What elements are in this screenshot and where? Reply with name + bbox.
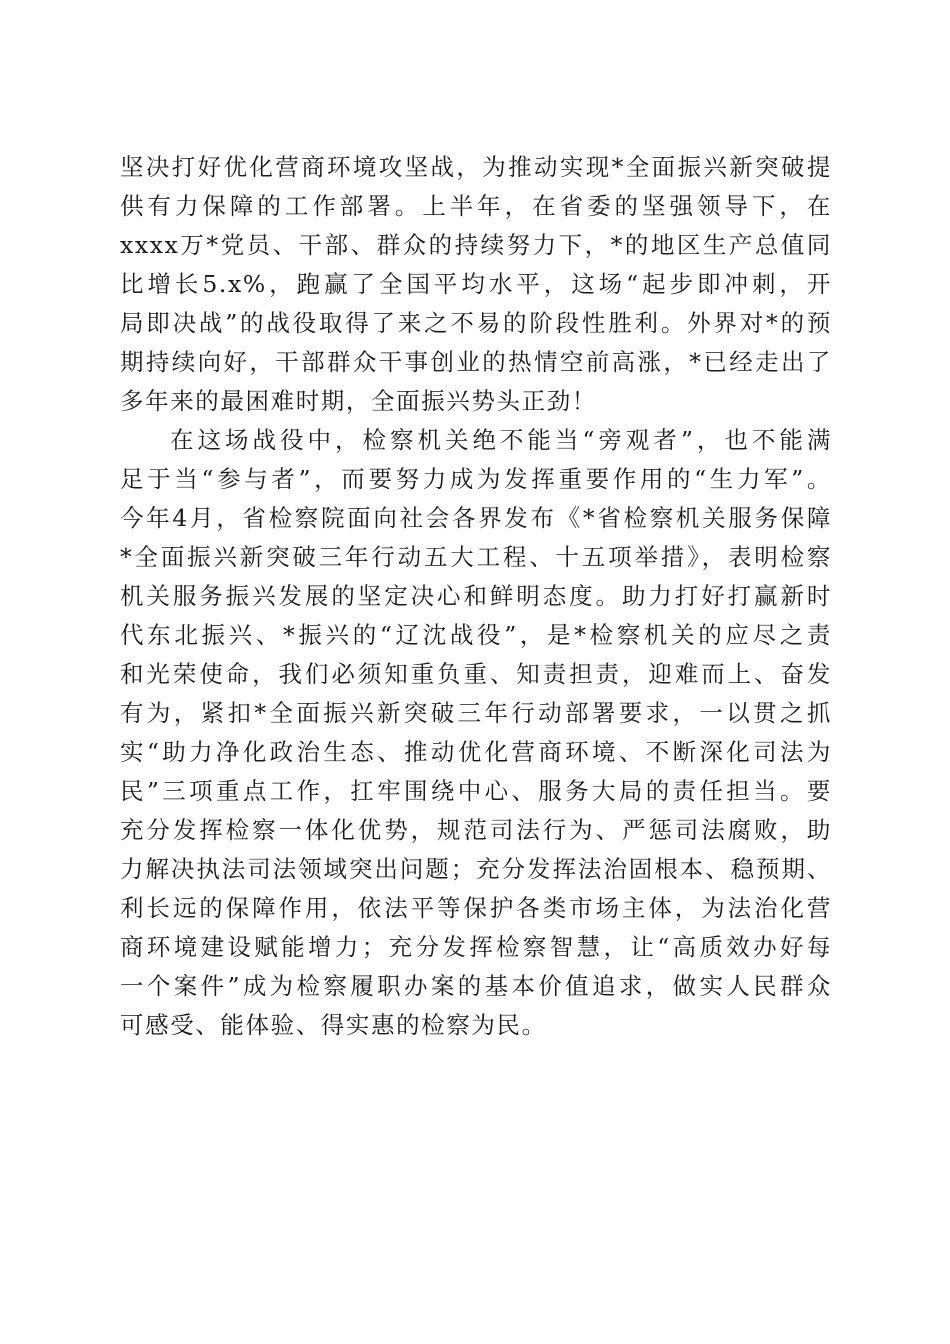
text-line: 可感受、能体验、得实惠的检察为民。 bbox=[120, 1011, 547, 1039]
text-line: 供有力保障的工作部署。上半年，在省委的坚强领导下，在 bbox=[120, 192, 832, 220]
text-line: 足于当“参与者”，而要努力成为发挥重要作用的“生力军”。 bbox=[120, 465, 832, 493]
text-line: 充分发挥检察一体化优势，规范司法行为、严惩司法腐败，助 bbox=[120, 816, 832, 844]
text-line: 今年4月，省检察院面向社会各界发布《*省检察机关服务保障 bbox=[120, 504, 832, 532]
text-line: 商环境建设赋能增力；充分发挥检察智慧，让“高质效办好每 bbox=[120, 933, 832, 961]
text-line: *全面振兴新突破三年行动五大工程、十五项举措》，表明检察 bbox=[120, 543, 832, 571]
paragraph-2 bbox=[120, 421, 832, 1045]
text-line: 机关服务振兴发展的坚定决心和鲜明态度。助力打好打赢新时 bbox=[120, 582, 832, 610]
text-line: 有为，紧扣*全面振兴新突破三年行动部署要求，一以贯之抓 bbox=[120, 699, 832, 727]
text-line: 代东北振兴、*振兴的“辽沈战役”，是*检察机关的应尽之责 bbox=[120, 621, 832, 649]
text-line: 期持续向好，干部群众干事创业的热情空前高涨，*已经走出了 bbox=[120, 348, 832, 376]
text-line: 民”三项重点工作，扛牢围绕中心、服务大局的责任担当。要 bbox=[120, 777, 832, 805]
text-line: xxxx万*党员、干部、群众的持续努力下，*的地区生产总值同 bbox=[120, 231, 832, 259]
text-line: 比增长5.x%，跑赢了全国平均水平，这场“起步即冲刺，开 bbox=[120, 270, 832, 298]
text-line: 一个案件”成为检察履职办案的基本价值追求，做实人民群众 bbox=[120, 972, 832, 1000]
text-line: 和光荣使命，我们必须知重负重、知责担责，迎难而上、奋发 bbox=[120, 660, 832, 688]
text-line: 坚决打好优化营商环境攻坚战，为推动实现*全面振兴新突破提 bbox=[120, 153, 832, 181]
text-line: 实“助力净化政治生态、推动优化营商环境、不断深化司法为 bbox=[120, 738, 832, 766]
document-body bbox=[120, 148, 832, 1045]
text-line: 多年来的最困难时期，全面振兴势头正劲！ bbox=[120, 387, 597, 415]
text-line: 局即决战”的战役取得了来之不易的阶段性胜利。外界对*的预 bbox=[120, 309, 832, 337]
paragraph-1 bbox=[120, 148, 832, 421]
text-line: 利长远的保障作用，依法平等保护各类市场主体，为法治化营 bbox=[120, 894, 832, 922]
text-line: 在这场战役中，检察机关绝不能当“旁观者”，也不能满 bbox=[170, 426, 832, 454]
text-line: 力解决执法司法领域突出问题；充分发挥法治固根本、稳预期、 bbox=[120, 855, 832, 883]
